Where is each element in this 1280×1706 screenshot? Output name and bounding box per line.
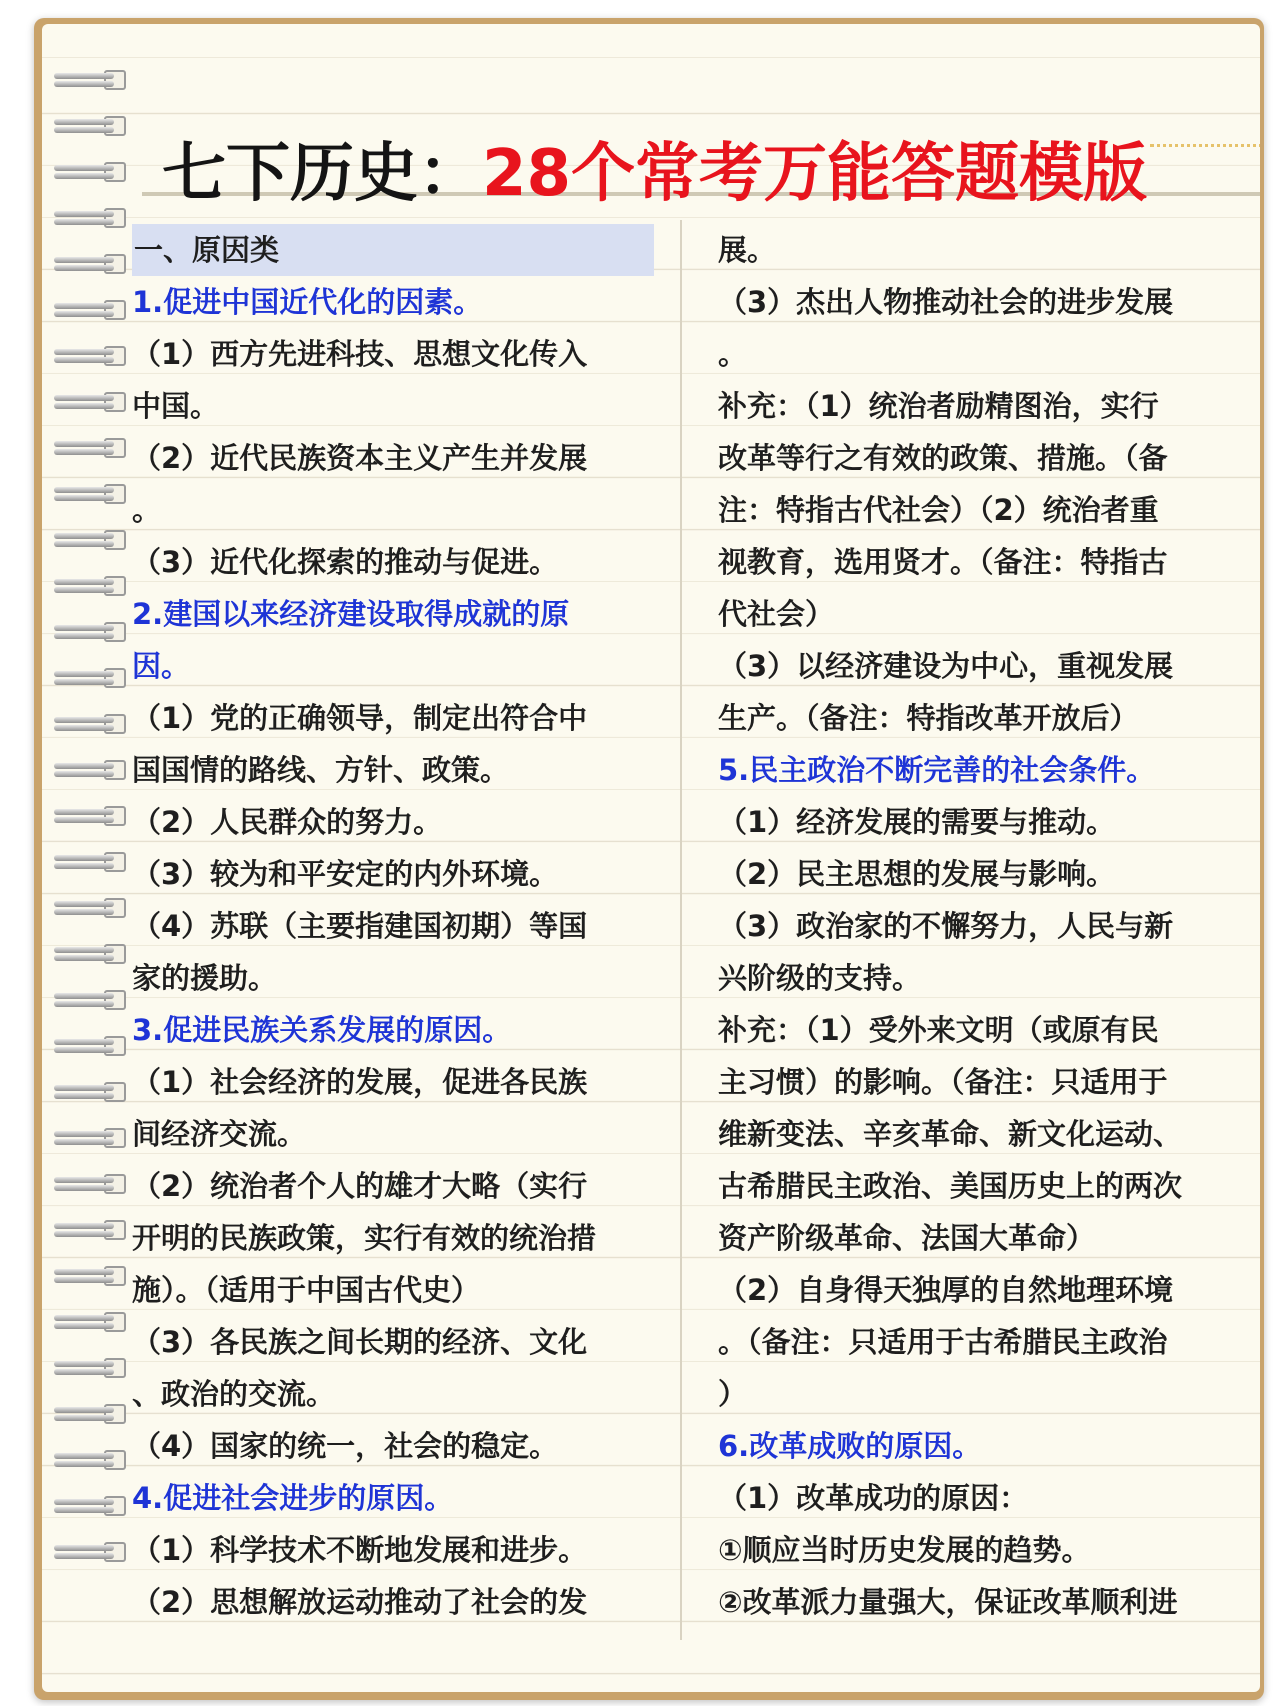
answer-line: 。（备注：只适用于古希腊民主政治 — [718, 1325, 1168, 1359]
answer-line: 改革等行之有效的政策、措施。（备 — [718, 441, 1168, 475]
answer-line: （4）国家的统一，社会的稳定。 — [132, 1429, 559, 1463]
spiral-ring — [52, 1260, 130, 1290]
spiral-ring — [52, 110, 130, 140]
spiral-ring — [52, 1444, 130, 1474]
section-heading: 一、原因类 — [132, 224, 654, 276]
answer-line: 家的援助。 — [132, 961, 278, 995]
spiral-ring — [52, 570, 130, 600]
answer-line: （1）党的正确领导，制定出符合中 — [132, 701, 588, 735]
page-title — [162, 132, 1260, 216]
answer-line: （1）科学技术不断地发展和进步。 — [132, 1533, 588, 1567]
answer-line: 。 — [718, 337, 748, 371]
answer-line: （3）较为和平安定的内外环境。 — [132, 857, 559, 891]
question-heading: 因。 — [132, 649, 191, 683]
answer-line: （3）以经济建设为中心，重视发展 — [718, 649, 1174, 683]
answer-line: （1）西方先进科技、思想文化传入 — [132, 337, 588, 371]
answer-line: （2）民主思想的发展与影响。 — [718, 857, 1116, 891]
answer-line: 、政治的交流。 — [132, 1377, 336, 1411]
spiral-ring — [52, 156, 130, 186]
question-heading: 4.促进社会进步的原因。 — [132, 1481, 454, 1515]
answer-line: 主习惯）的影响。（备注：只适用于 — [718, 1065, 1168, 1099]
answer-line: 生产。（备注：特指改革开放后） — [718, 701, 1139, 735]
answer-line: （4）苏联（主要指建国初期）等国 — [132, 909, 588, 943]
spiral-ring — [52, 1352, 130, 1382]
spiral-ring — [52, 340, 130, 370]
spiral-ring — [52, 386, 130, 416]
spiral-ring — [52, 984, 130, 1014]
answer-line: （3）各民族之间长期的经济、文化 — [132, 1325, 588, 1359]
answer-line: （2）人民群众的努力。 — [132, 805, 443, 839]
spiral-ring — [52, 616, 130, 646]
answer-line: 。 — [132, 493, 162, 527]
spiral-ring — [52, 1490, 130, 1520]
answer-line: （2）思想解放运动推动了社会的发 — [132, 1585, 588, 1619]
spiral-ring — [52, 294, 130, 324]
spiral-ring — [52, 708, 130, 738]
answer-line: （1）经济发展的需要与推动。 — [718, 805, 1116, 839]
spiral-ring — [52, 432, 130, 462]
title-subject: 七下历史： — [162, 137, 482, 211]
answer-line: 施）。（适用于中国古代史） — [132, 1273, 481, 1307]
answer-line: （1）社会经济的发展，促进各民族 — [132, 1065, 588, 1099]
spiral-ring — [52, 800, 130, 830]
answer-line: ） — [718, 1377, 748, 1411]
spiral-ring — [52, 1306, 130, 1336]
answer-line: （2）统治者个人的雄才大略（实行 — [132, 1169, 588, 1203]
question-heading: 5.民主政治不断完善的社会条件。 — [718, 753, 1156, 787]
spiral-ring — [52, 1536, 130, 1566]
spiral-ring — [52, 64, 130, 94]
question-heading: 1.促进中国近代化的因素。 — [132, 285, 483, 319]
spiral-ring — [52, 1168, 130, 1198]
answer-line: 视教育，选用贤才。（备注：特指古 — [718, 545, 1168, 579]
answer-line: 补充：（1）统治者励精图治，实行 — [718, 389, 1159, 423]
spiral-ring — [52, 662, 130, 692]
spiral-ring — [52, 202, 130, 232]
title-highlight: 28个常考万能答题模版 — [482, 137, 1148, 211]
answer-line: 资产阶级革命、法国大革命） — [718, 1221, 1096, 1255]
answer-line: （3）近代化探索的推动与促进。 — [132, 545, 559, 579]
answer-line: （3）政治家的不懈努力，人民与新 — [718, 909, 1174, 943]
column-divider — [680, 220, 682, 1640]
answer-line: 补充：（1）受外来文明（或原有民 — [718, 1013, 1159, 1047]
answer-line: ①顺应当时历史发展的趋势。 — [718, 1533, 1091, 1567]
answer-line: 开明的民族政策，实行有效的统治措 — [132, 1221, 597, 1255]
answer-line: （2）近代民族资本主义产生并发展 — [132, 441, 588, 475]
spiral-ring — [52, 478, 130, 508]
spiral-ring — [52, 1076, 130, 1106]
spiral-binding — [52, 64, 130, 1692]
answer-line: 中国。 — [132, 389, 220, 423]
answer-line: （1）改革成功的原因： — [718, 1481, 1029, 1515]
answer-line: 代社会） — [718, 597, 835, 631]
question-heading: 3.促进民族关系发展的原因。 — [132, 1013, 512, 1047]
answer-line: 间经济交流。 — [132, 1117, 307, 1151]
spiral-ring — [52, 1398, 130, 1428]
answer-line: ②改革派力量强大，保证改革顺利进 — [718, 1585, 1178, 1619]
answer-line: 展。 — [718, 233, 777, 267]
spiral-ring — [52, 1030, 130, 1060]
spiral-ring — [52, 938, 130, 968]
answer-line: 兴阶级的支持。 — [718, 961, 922, 995]
spiral-ring — [52, 1122, 130, 1152]
spiral-ring — [52, 846, 130, 876]
question-heading: 6.改革成败的原因。 — [718, 1429, 982, 1463]
spiral-ring — [52, 524, 130, 554]
answer-line: （2）自身得天独厚的自然地理环境 — [718, 1273, 1174, 1307]
answer-line: 古希腊民主政治、美国历史上的两次 — [718, 1169, 1183, 1203]
answer-line: 国国情的路线、方针、政策。 — [132, 753, 510, 787]
spiral-ring — [52, 248, 130, 278]
left-column — [132, 224, 662, 1628]
spiral-ring — [52, 754, 130, 784]
question-heading: 2.建国以来经济建设取得成就的原 — [132, 597, 570, 631]
spiral-ring — [52, 1214, 130, 1244]
answer-line: 维新变法、辛亥革命、新文化运动、 — [718, 1117, 1183, 1151]
answer-line: （3）杰出人物推动社会的进步发展 — [718, 285, 1174, 319]
spiral-ring — [52, 892, 130, 922]
right-column — [718, 224, 1258, 1628]
notebook-page — [42, 24, 1260, 1692]
answer-line: 注：特指古代社会）（2）统治者重 — [718, 493, 1159, 527]
